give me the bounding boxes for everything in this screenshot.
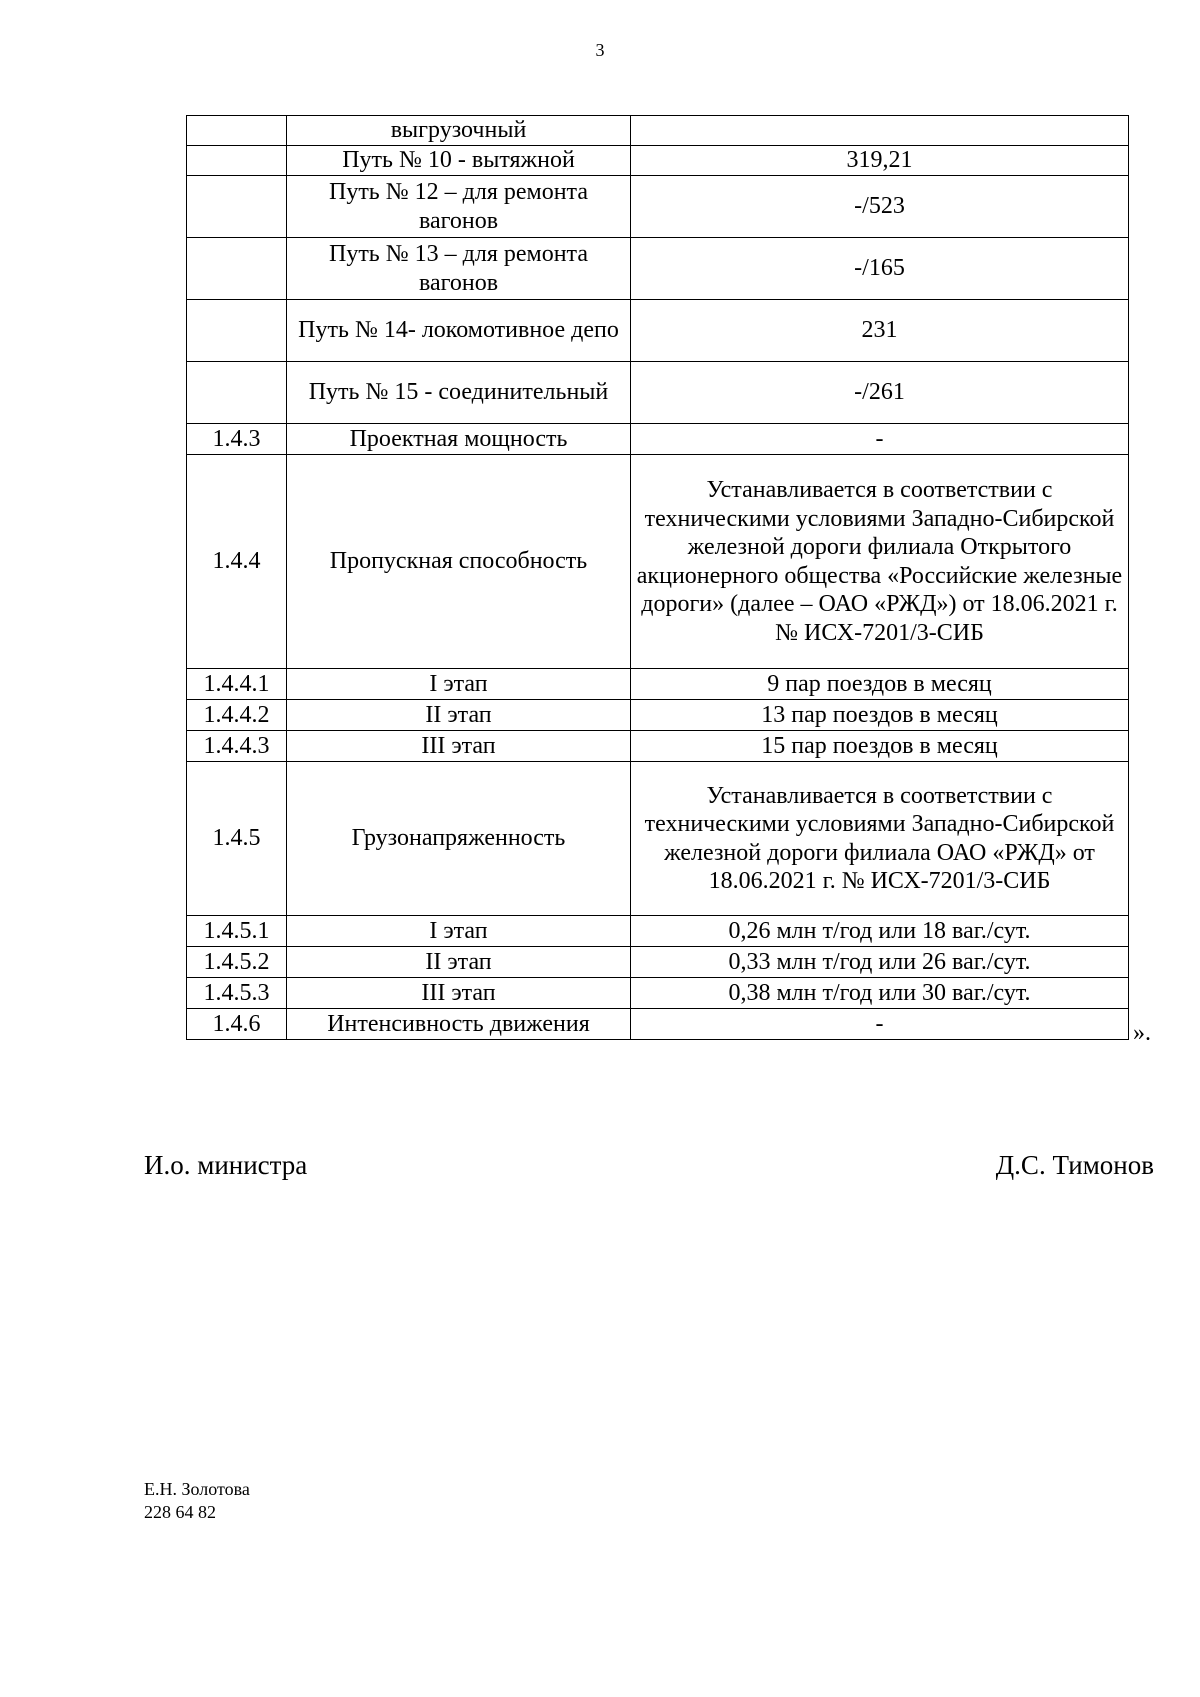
row-name: Путь № 15 - соединительный xyxy=(287,362,631,424)
row-number: 1.4.3 xyxy=(187,424,287,455)
row-number: 1.4.6 xyxy=(187,1009,287,1040)
table-row xyxy=(187,731,1129,762)
row-value: 13 пар поездов в месяц xyxy=(631,700,1129,731)
row-value: 15 пар поездов в месяц xyxy=(631,731,1129,762)
row-name: Путь № 10 - вытяжной xyxy=(287,146,631,176)
row-number xyxy=(187,176,287,238)
row-value: 319,21 xyxy=(631,146,1129,176)
row-value: -/261 xyxy=(631,362,1129,424)
row-name: III этап xyxy=(287,978,631,1009)
row-number xyxy=(187,300,287,362)
table-row xyxy=(187,238,1129,300)
parameters-table xyxy=(186,115,1129,1040)
row-value: 231 xyxy=(631,300,1129,362)
executor-name: Е.Н. Золотова xyxy=(144,1479,250,1499)
row-number: 1.4.5.3 xyxy=(187,978,287,1009)
row-name: Грузонапряженность xyxy=(287,762,631,916)
row-name: I этап xyxy=(287,669,631,700)
row-number: 1.4.4.1 xyxy=(187,669,287,700)
row-value: -/523 xyxy=(631,176,1129,238)
row-value: 0,38 млн т/год или 30 ваг./сут. xyxy=(631,978,1129,1009)
row-number xyxy=(187,362,287,424)
table-row xyxy=(187,916,1129,947)
row-name: I этап xyxy=(287,916,631,947)
table-row xyxy=(187,669,1129,700)
row-name: II этап xyxy=(287,700,631,731)
row-value: - xyxy=(631,1009,1129,1040)
closing-quote: ». xyxy=(1133,1020,1151,1046)
row-number: 1.4.5.2 xyxy=(187,947,287,978)
table-row xyxy=(187,116,1129,146)
table-row xyxy=(187,978,1129,1009)
row-number xyxy=(187,146,287,176)
row-value: 9 пар поездов в месяц xyxy=(631,669,1129,700)
table-row xyxy=(187,176,1129,238)
row-number xyxy=(187,116,287,146)
row-name: Путь № 12 – для ремонта вагонов xyxy=(287,176,631,238)
table-row xyxy=(187,700,1129,731)
page-number: 3 xyxy=(595,40,605,60)
row-name: выгрузочный xyxy=(287,116,631,146)
executor-phone: 228 64 82 xyxy=(144,1502,216,1522)
row-name: II этап xyxy=(287,947,631,978)
row-name: III этап xyxy=(287,731,631,762)
table-row xyxy=(187,300,1129,362)
table-row xyxy=(187,146,1129,176)
row-value: - xyxy=(631,424,1129,455)
row-value: 0,33 млн т/год или 26 ваг./сут. xyxy=(631,947,1129,978)
table-row xyxy=(187,762,1129,916)
row-number: 1.4.5 xyxy=(187,762,287,916)
table-row xyxy=(187,947,1129,978)
row-number xyxy=(187,238,287,300)
row-value: Устанавливается в соответствии с техническими условиями Западно-Сибирской железной дороги филиала ОАО «РЖД» от 18.06.2021 г. № ИСХ-7201/3-СИБ xyxy=(631,762,1129,916)
table-row xyxy=(187,1009,1129,1040)
row-number: 1.4.4.3 xyxy=(187,731,287,762)
row-name: Путь № 14- локомотивное депо xyxy=(287,300,631,362)
signature-block xyxy=(144,1150,1154,1184)
row-name: Интенсивность движения xyxy=(287,1009,631,1040)
executor-block xyxy=(144,1478,250,1524)
row-value xyxy=(631,116,1129,146)
row-value: Устанавливается в соответствии с техническими условиями Западно-Сибирской железной дороги филиала Открытого акционерного общества «Российские железные дороги» (далее – ОАО «РЖД») от 18.06.2021 г. № ИСХ-7201/3-СИБ xyxy=(631,455,1129,669)
row-number: 1.4.4 xyxy=(187,455,287,669)
row-number: 1.4.4.2 xyxy=(187,700,287,731)
table-row xyxy=(187,455,1129,669)
table-row xyxy=(187,424,1129,455)
row-number: 1.4.5.1 xyxy=(187,916,287,947)
row-value: 0,26 млн т/год или 18 ваг./сут. xyxy=(631,916,1129,947)
signer-title: И.о. министра xyxy=(144,1150,308,1180)
row-value: -/165 xyxy=(631,238,1129,300)
signer-name: Д.С. Тимонов xyxy=(995,1150,1154,1180)
row-name: Проектная мощность xyxy=(287,424,631,455)
table-row xyxy=(187,362,1129,424)
row-name: Пропускная способность xyxy=(287,455,631,669)
row-name: Путь № 13 – для ремонта вагонов xyxy=(287,238,631,300)
